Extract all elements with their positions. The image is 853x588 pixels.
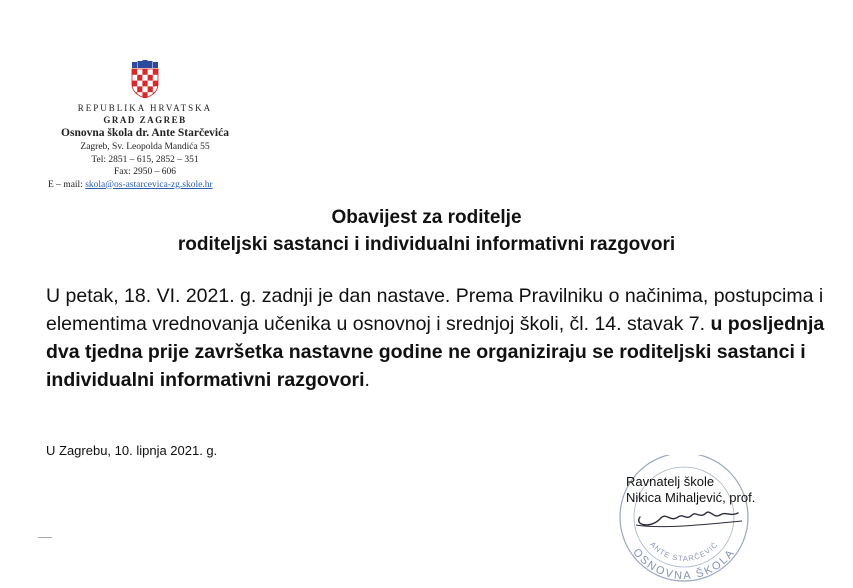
- school-name: Osnovna škola dr. Ante Starčevića: [61, 127, 229, 139]
- republic-name: REPUBLIKA HRVATSKA: [77, 103, 213, 113]
- principal-name: Nikica Mihaljević, prof.: [626, 490, 756, 505]
- body-text-bold: u posljednja dva tjedna prije završetka nastavne godine ne organiziraju se roditeljski sastanci i individualni informativni razgovori: [46, 313, 825, 391]
- signature-block: [600, 455, 800, 585]
- croatian-coat-of-arms-icon: [130, 60, 160, 98]
- date-line: U Zagrebu, 10. lipnja 2021. g.: [46, 443, 218, 458]
- school-phone: Tel: 2851 – 615, 2852 – 351: [91, 154, 199, 165]
- letterhead: [40, 60, 250, 192]
- notice-body: [46, 282, 826, 394]
- body-text-part2: .: [364, 369, 370, 391]
- notice-subtitle: roditeljski sastanci i individualni informativni razgovori: [177, 234, 676, 255]
- body-text-part1: U petak, 18. VI. 2021. g. zadnji je dan nastave. Prema Pravilniku o načinima, postupcima i elementima vrednovanja učenika u osnovnoj i srednjoj školi, čl. 14. stavak 7.: [46, 285, 824, 335]
- handwritten-signature: [630, 495, 760, 535]
- principal-title: Ravnatelj škole: [626, 474, 715, 489]
- stamp-text-inner: ANTE STARČEVIĆ: [648, 539, 720, 564]
- email-label: E – mail:: [48, 179, 83, 190]
- svg-text:OSNOVNA ŠKOLA: [630, 546, 737, 582]
- school-address: Zagreb, Sv. Leopolda Mandića 55: [80, 142, 210, 152]
- stamp-text-bottom: OSNOVNA ŠKOLA: [630, 546, 738, 583]
- email-link[interactable]: skola@os-astarcevica-zg.skole.hr: [85, 179, 213, 190]
- notice-title: Obavijest za roditelje: [331, 207, 522, 228]
- svg-text:ANTE STARČEVIĆ: [648, 540, 720, 563]
- city-name: GRAD ZAGREB: [103, 115, 187, 125]
- school-fax: Fax: 2950 – 606: [113, 167, 176, 177]
- edge-mark: [38, 537, 52, 538]
- school-email-line: [40, 179, 250, 192]
